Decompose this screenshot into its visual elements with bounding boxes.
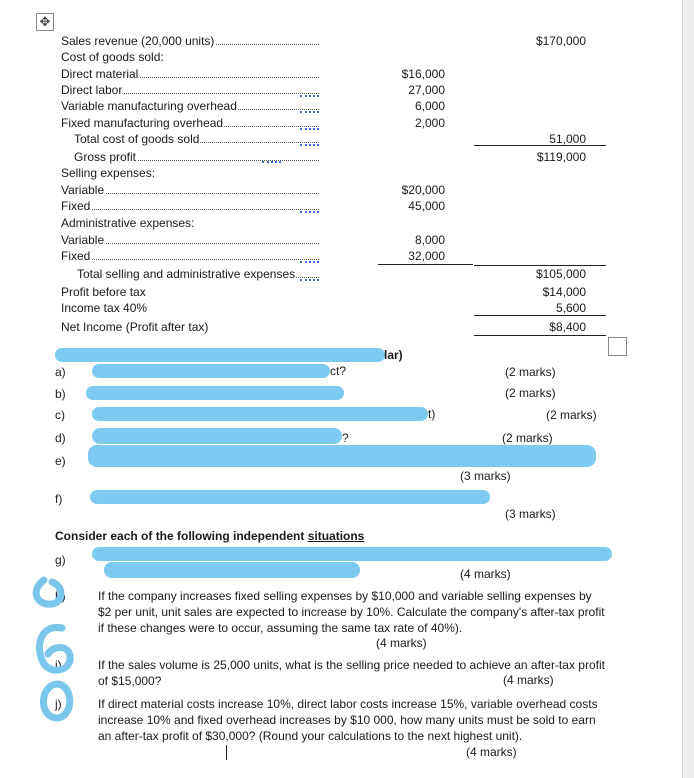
- text-cursor: [226, 745, 227, 760]
- question-marks: (4 marks): [503, 673, 554, 687]
- question-letter: j): [55, 697, 62, 711]
- question-marks: (2 marks): [502, 431, 553, 445]
- redaction-mark: [92, 364, 330, 378]
- statement-row-label: Selling expenses:: [61, 166, 156, 180]
- question-letter: f): [55, 492, 63, 506]
- question-text: If direct material costs increase 10%, direct labor costs increase 15%, variable overhead costs increase 10% and fixed overhead increases by $10 000, how many units must be sold to earn an after-tax profit of $30,000? (Round your calculations to the next highest unit).: [98, 697, 598, 743]
- subtotal-rule: [378, 264, 473, 265]
- required-heading-tail: lar): [384, 348, 403, 362]
- statement-row-label: Gross profit: [74, 150, 319, 164]
- redaction-mark: [90, 490, 490, 504]
- question-letter: d): [55, 431, 66, 445]
- total-rule: [474, 335, 606, 336]
- subtotal-rule: [474, 265, 606, 266]
- redaction-mark: [104, 562, 360, 578]
- question-letter: b): [55, 387, 66, 401]
- statement-row-label: Net Income (Profit after tax): [61, 320, 209, 334]
- statement-value: 2,000: [414, 116, 445, 130]
- statement-value: 5,600: [555, 301, 586, 315]
- statement-value: 6,000: [414, 99, 445, 113]
- statement-value: 51,000: [549, 132, 586, 146]
- question-marks: (3 marks): [460, 469, 511, 483]
- section-heading: Consider each of the following independent situations: [55, 529, 365, 543]
- question-letter: i): [55, 658, 62, 672]
- scrollbar-track[interactable]: [682, 0, 694, 778]
- statement-value: $170,000: [535, 34, 586, 48]
- question-marks: (4 marks): [460, 567, 511, 581]
- statement-value: $20,000: [401, 183, 445, 197]
- redaction-mark: [92, 407, 428, 421]
- subtotal-rule: [474, 315, 606, 316]
- statement-row-label: Total cost of goods sold: [74, 132, 319, 146]
- table-move-handle-icon[interactable]: ✥: [36, 13, 54, 31]
- statement-row-label: Variable: [61, 233, 319, 247]
- question-marks: (2 marks): [505, 365, 556, 379]
- question-letter: a): [55, 365, 66, 379]
- statement-row-label: Direct material: [61, 67, 319, 81]
- redaction-mark: [86, 386, 344, 400]
- statement-value: 45,000: [408, 199, 445, 213]
- statement-row-label: Administrative expenses:: [61, 216, 195, 230]
- statement-row-label: Variable manufacturing overhead: [61, 99, 319, 113]
- question-marks: (4 marks): [376, 636, 427, 650]
- statement-row-label: Fixed: [61, 249, 319, 263]
- statement-row-label: Fixed: [61, 199, 319, 213]
- statement-row-label: Profit before tax: [61, 285, 146, 299]
- redaction-mark: [88, 445, 596, 467]
- question-marks: (2 marks): [505, 386, 556, 400]
- statement-row-label: Total selling and administrative expenses: [77, 267, 319, 281]
- question-letter: c): [55, 408, 65, 422]
- statement-value: 8,000: [414, 233, 445, 247]
- question-marks: (2 marks): [546, 408, 597, 422]
- statement-row-label: Variable: [61, 183, 319, 197]
- question-tail: ?: [342, 431, 349, 445]
- statement-row-label: Cost of goods sold:: [61, 50, 164, 64]
- checkbox[interactable]: [608, 337, 627, 356]
- question-marks: (4 marks): [466, 745, 517, 759]
- question-tail: t): [428, 407, 436, 421]
- statement-row-label: Fixed manufacturing overhead: [61, 116, 319, 130]
- question-text: If the company increases fixed selling expenses by $10,000 and variable selling expenses by $2 per unit, unit sales are expected to increase by 10%. Calculate the company's after-tax profit if these changes were to occur, assuming the same tax rate of 40%).: [98, 589, 605, 635]
- question-letter: e): [55, 454, 66, 468]
- statement-value: 32,000: [408, 249, 445, 263]
- statement-value: $105,000: [535, 267, 586, 281]
- question-text: If the sales volume is 25,000 units, what is the selling price needed to achieve an after-tax profit of $15,000?: [98, 658, 605, 688]
- question-tail: ct?: [330, 364, 347, 378]
- statement-value: $8,400: [549, 320, 586, 334]
- statement-row-label: Income tax 40%: [61, 301, 148, 315]
- redaction-mark: [92, 547, 612, 561]
- redaction-mark: [92, 428, 342, 444]
- question-letter: h): [55, 589, 66, 603]
- statement-value: $14,000: [542, 285, 586, 299]
- statement-value: $119,000: [536, 150, 586, 164]
- statement-row-label: Direct labor: [61, 83, 319, 97]
- question-letter: g): [55, 553, 66, 567]
- subtotal-rule: [474, 145, 606, 146]
- statement-row-label: Sales revenue (20,000 units): [61, 34, 319, 48]
- question-marks: (3 marks): [505, 507, 556, 521]
- statement-value: $16,000: [401, 67, 445, 81]
- statement-value: 27,000: [408, 83, 445, 97]
- redaction-mark: [55, 348, 385, 362]
